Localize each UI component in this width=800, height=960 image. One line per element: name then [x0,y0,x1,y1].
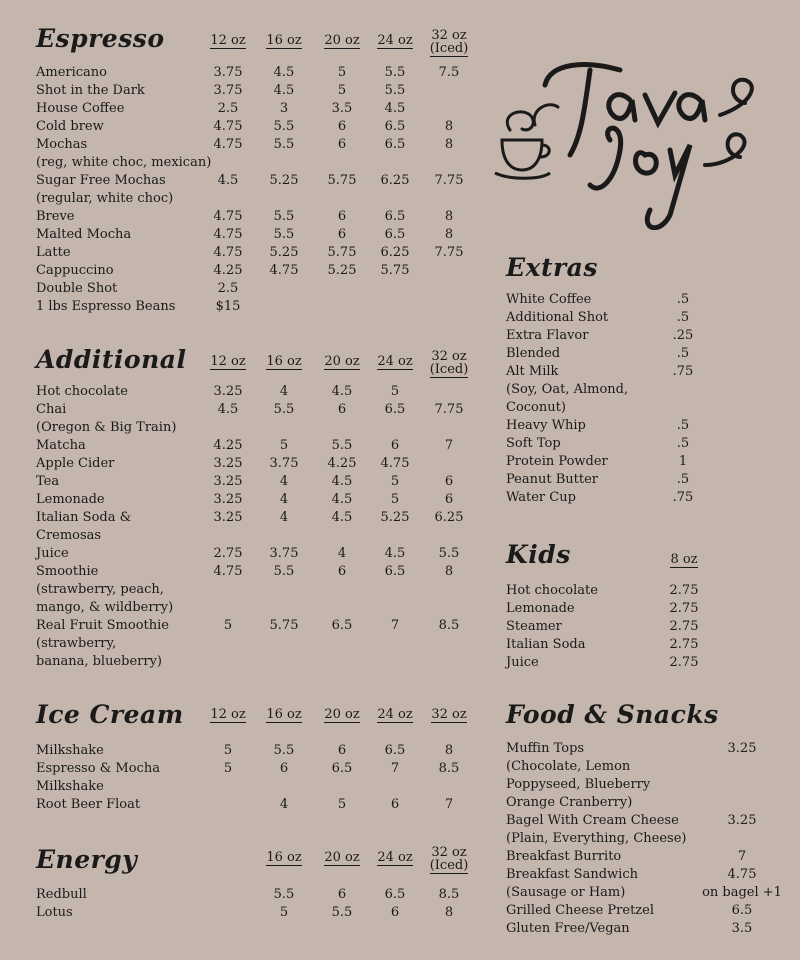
food-item-detail: (Sausage or Ham) [506,885,626,900]
additional-item-price: 5 [279,438,289,453]
icecream-item-price: 8.5 [438,761,460,776]
kids-item-name: Lemonade [506,601,575,616]
espresso-size-24: 24 oz [377,33,413,48]
energy-title: Energy [36,845,138,874]
espresso-item-price: 5.5 [384,65,406,80]
food-item-name: Muffin Tops [506,741,585,756]
icecream-item-price: 6.5 [331,761,353,776]
espresso-item-name: House Coffee [36,101,125,116]
extras-item-price: .75 [672,490,694,505]
extras-item-name: Protein Powder [506,454,608,469]
energy-item-price: 6.5 [384,887,406,902]
extras-item-name: Extra Flavor [506,328,589,343]
extras-item-price: .5 [676,472,690,487]
espresso-item-price: 2.5 [217,281,239,296]
additional-size-16: 16 oz [266,354,302,369]
additional-item-name: Real Fruit Smoothie [36,618,169,633]
icecream-size-24: 24 oz [377,707,413,722]
kids-item-price: 2.75 [669,619,699,634]
extras-item-price: .5 [676,292,690,307]
kids-item-price: 2.75 [669,601,699,616]
additional-item-price: 4.25 [213,438,243,453]
additional-item-price: 5 [223,618,233,633]
additional-item-price: 8.5 [438,618,460,633]
energy-item-price: 5.5 [273,887,295,902]
additional-item-price: 5.25 [380,510,410,525]
icecream-size-32: 32 oz [431,707,467,722]
additional-size-32: 32 oz (Iced) [429,349,469,377]
extras-item-detail: (Soy, Oat, Almond, [506,382,629,397]
icecream-item-price: 4 [279,797,289,812]
additional-item-price: 3.25 [213,492,243,507]
additional-item-price: 4.5 [384,546,406,561]
espresso-item-name: Latte [36,245,71,260]
espresso-item-price: 5.5 [273,137,295,152]
extras-item-price: .25 [672,328,694,343]
espresso-item-price: 3.75 [213,65,243,80]
additional-item-price: 6 [390,438,400,453]
additional-item-price: 4 [279,492,289,507]
additional-item-price: 3.25 [213,456,243,471]
energy-size-16: 16 oz [266,850,302,865]
icecream-item-price: 6.5 [384,743,406,758]
energy-item-price: 6 [337,887,347,902]
additional-item-price: 6 [444,474,454,489]
additional-item-name: Lemonade [36,492,105,507]
additional-item-price: 4 [337,546,347,561]
additional-item-price: 2.75 [213,546,243,561]
energy-item-price: 5.5 [331,905,353,920]
additional-item-price: 7 [390,618,400,633]
espresso-size-32: 32 oz (Iced) [429,28,469,56]
additional-size-24: 24 oz [377,354,413,369]
kids-item-name: Hot chocolate [506,583,598,598]
espresso-item-price: 5.25 [269,173,299,188]
additional-item-name: Apple Cider [36,456,115,471]
icecream-title: Ice Cream [36,700,184,729]
espresso-item-price: 3.5 [331,101,353,116]
espresso-item-price: 7.75 [434,173,464,188]
extras-item-name: Heavy Whip [506,418,586,433]
food-item-price: 6.5 [731,903,753,918]
espresso-item-price: 5 [337,83,347,98]
espresso-item-price: 4.25 [213,263,243,278]
extras-item-name: White Coffee [506,292,592,307]
additional-item-price: 6 [337,402,347,417]
espresso-item-price: 6.25 [380,173,410,188]
espresso-item-price: 5.5 [273,209,295,224]
espresso-size-12: 12 oz [210,33,246,48]
espresso-item-name: 1 lbs Espresso Beans [36,299,176,314]
icecream-item-name: Root Beer Float [36,797,141,812]
espresso-item-name: Breve [36,209,75,224]
extras-item-price: 1 [678,454,688,469]
additional-item-price: 5 [390,384,400,399]
espresso-item-price: 7.5 [438,65,460,80]
additional-size-12: 12 oz [210,354,246,369]
kids-item-price: 2.75 [669,583,699,598]
kids-item-name: Italian Soda [506,637,586,652]
espresso-item-detail: (regular, white choc) [36,191,174,206]
additional-item-price: 4.75 [380,456,410,471]
coffee-cup-icon [495,140,550,178]
espresso-size-20: 20 oz [324,33,360,48]
additional-item-price: 5.75 [269,618,299,633]
extras-title: Extras [506,253,598,282]
java-joy-logo [490,45,775,230]
espresso-item-price: 4.75 [213,209,243,224]
icecream-size-16: 16 oz [266,707,302,722]
extras-item-detail: Coconut) [506,400,566,415]
additional-item-price: 4.5 [331,474,353,489]
additional-item-detail: Cremosas [36,528,102,543]
extras-item-name: Additional Shot [506,310,609,325]
espresso-item-price: 6.5 [384,119,406,134]
espresso-item-price: 4.75 [213,119,243,134]
espresso-item-price: $15 [215,299,241,314]
additional-item-price: 4 [279,510,289,525]
espresso-item-name: Malted Mocha [36,227,132,242]
espresso-item-price: 5.25 [269,245,299,260]
kids-size-8: 8 oz [670,552,698,567]
extras-item-name: Peanut Butter [506,472,598,487]
additional-item-name: Italian Soda & [36,510,132,525]
espresso-item-price: 5.75 [380,263,410,278]
espresso-item-price: 8 [444,227,454,242]
additional-item-price: 5.5 [331,438,353,453]
additional-item-price: 7 [444,438,454,453]
kids-title: Kids [506,540,571,569]
additional-item-price: 5 [390,474,400,489]
espresso-item-price: 3 [279,101,289,116]
extras-item-name: Blended [506,346,561,361]
icecream-size-12: 12 oz [210,707,246,722]
espresso-title: Espresso [36,24,165,53]
kids-item-name: Steamer [506,619,562,634]
espresso-item-price: 4.75 [213,137,243,152]
additional-item-price: 6.5 [331,618,353,633]
food-item-detail: Poppyseed, Blueberry [506,777,651,792]
espresso-item-price: 6 [337,137,347,152]
espresso-item-price: 4.75 [213,227,243,242]
additional-item-name: Juice [36,546,69,561]
food-title: Food & Snacks [506,700,719,729]
additional-item-price: 4.5 [331,492,353,507]
icecream-item-price: 7 [390,761,400,776]
espresso-item-price: 8 [444,209,454,224]
additional-item-price: 6.5 [384,402,406,417]
additional-item-price: 6.25 [434,510,464,525]
icecream-item-detail: Milkshake [36,779,104,794]
icecream-item-price: 5 [223,743,233,758]
food-item-name: Breakfast Sandwich [506,867,638,882]
energy-size-24: 24 oz [377,850,413,865]
espresso-item-price: 4.75 [213,245,243,260]
additional-item-price: 6.5 [384,564,406,579]
espresso-item-price: 6.5 [384,227,406,242]
additional-item-price: 7.75 [434,402,464,417]
espresso-item-price: 4.5 [217,173,239,188]
food-item-detail: (Plain, Everything, Cheese) [506,831,687,846]
additional-item-detail: mango, & wildberry) [36,600,174,615]
extras-item-name: Alt Milk [506,364,559,379]
espresso-item-price: 5 [337,65,347,80]
additional-item-price: 4.5 [331,510,353,525]
food-item-name: Gluten Free/Vegan [506,921,630,936]
additional-item-price: 4.5 [331,384,353,399]
additional-item-price: 3.75 [269,456,299,471]
food-item-price: 7 [737,849,747,864]
food-item-price: 3.25 [727,813,757,828]
extras-item-name: Water Cup [506,490,576,505]
espresso-item-price: 7.75 [434,245,464,260]
additional-item-price: 4 [279,384,289,399]
espresso-item-price: 6.25 [380,245,410,260]
additional-item-name: Chai [36,402,67,417]
food-item-detail: Orange Cranberry) [506,795,633,810]
espresso-item-price: 6.5 [384,137,406,152]
espresso-item-name: Americano [36,65,108,80]
additional-item-price: 4.5 [217,402,239,417]
energy-size-20: 20 oz [324,850,360,865]
additional-item-name: Smoothie [36,564,99,579]
additional-item-name: Tea [36,474,60,489]
food-item-price: 3.5 [731,921,753,936]
additional-item-detail: (strawberry, [36,636,117,651]
food-item-price: 4.75 [727,867,757,882]
icecream-item-price: 5 [223,761,233,776]
additional-item-price: 3.25 [213,384,243,399]
espresso-item-price: 5.25 [327,263,357,278]
additional-item-price: 5.5 [273,402,295,417]
additional-title: Additional [36,345,187,374]
icecream-item-price: 6 [337,743,347,758]
espresso-item-name: Sugar Free Mochas [36,173,166,188]
kids-item-name: Juice [506,655,539,670]
additional-item-name: Matcha [36,438,86,453]
energy-item-price: 8.5 [438,887,460,902]
icecream-item-price: 5.5 [273,743,295,758]
espresso-item-price: 6 [337,119,347,134]
icecream-item-price: 5 [337,797,347,812]
espresso-item-price: 6 [337,227,347,242]
additional-item-price: 8 [444,564,454,579]
espresso-item-name: Cold brew [36,119,104,134]
extras-item-price: .5 [676,346,690,361]
extras-item-price: .5 [676,436,690,451]
kids-item-price: 2.75 [669,655,699,670]
energy-item-price: 6 [390,905,400,920]
icecream-item-price: 6 [279,761,289,776]
espresso-item-price: 8 [444,119,454,134]
icecream-item-price: 7 [444,797,454,812]
icecream-item-name: Milkshake [36,743,104,758]
food-item-name: Breakfast Burrito [506,849,622,864]
espresso-item-name: Cappuccino [36,263,114,278]
additional-item-price: 3.25 [213,474,243,489]
energy-item-price: 5 [279,905,289,920]
espresso-item-price: 4.5 [273,83,295,98]
additional-item-price: 5.5 [273,564,295,579]
espresso-item-name: Mochas [36,137,88,152]
energy-size-32: 32 oz (Iced) [429,845,469,873]
espresso-item-price: 6 [337,209,347,224]
additional-item-detail: banana, blueberry) [36,654,162,669]
energy-item-name: Lotus [36,905,73,920]
icecream-item-price: 6 [390,797,400,812]
icecream-size-20: 20 oz [324,707,360,722]
food-item-subprice: on bagel +1 [702,885,782,900]
additional-item-price: 3.25 [213,510,243,525]
additional-item-price: 6 [337,564,347,579]
extras-item-price: .75 [672,364,694,379]
food-item-detail: (Chocolate, Lemon [506,759,631,774]
espresso-item-name: Shot in the Dark [36,83,145,98]
espresso-item-price: 8 [444,137,454,152]
additional-item-price: 4 [279,474,289,489]
espresso-item-price: 3.75 [213,83,243,98]
additional-size-20: 20 oz [324,354,360,369]
espresso-item-price: 5.5 [273,227,295,242]
additional-item-price: 5.5 [438,546,460,561]
espresso-item-price: 5.5 [273,119,295,134]
espresso-item-price: 2.5 [217,101,239,116]
espresso-item-price: 4.75 [269,263,299,278]
espresso-item-price: 5.5 [384,83,406,98]
additional-item-price: 4.75 [213,564,243,579]
additional-item-name: Hot chocolate [36,384,128,399]
extras-item-price: .5 [676,418,690,433]
espresso-size-16: 16 oz [266,33,302,48]
espresso-item-price: 5.75 [327,245,357,260]
additional-item-detail: (strawberry, peach, [36,582,164,597]
espresso-item-detail: (reg, white choc, mexican) [36,155,212,170]
food-item-name: Bagel With Cream Cheese [506,813,679,828]
additional-item-price: 5 [390,492,400,507]
kids-item-price: 2.75 [669,637,699,652]
additional-item-detail: (Oregon & Big Train) [36,420,177,435]
energy-item-name: Redbull [36,887,87,902]
espresso-item-price: 4.5 [273,65,295,80]
additional-item-price: 6 [444,492,454,507]
espresso-item-price: 6.5 [384,209,406,224]
additional-item-price: 3.75 [269,546,299,561]
espresso-item-price: 4.5 [384,101,406,116]
energy-item-price: 8 [444,905,454,920]
icecream-item-name: Espresso & Mocha [36,761,160,776]
additional-item-price: 4.25 [327,456,357,471]
espresso-item-price: 5.75 [327,173,357,188]
extras-item-price: .5 [676,310,690,325]
espresso-item-name: Double Shot [36,281,118,296]
icecream-item-price: 8 [444,743,454,758]
food-item-price: 3.25 [727,741,757,756]
extras-item-name: Soft Top [506,436,561,451]
food-item-name: Grilled Cheese Pretzel [506,903,655,918]
